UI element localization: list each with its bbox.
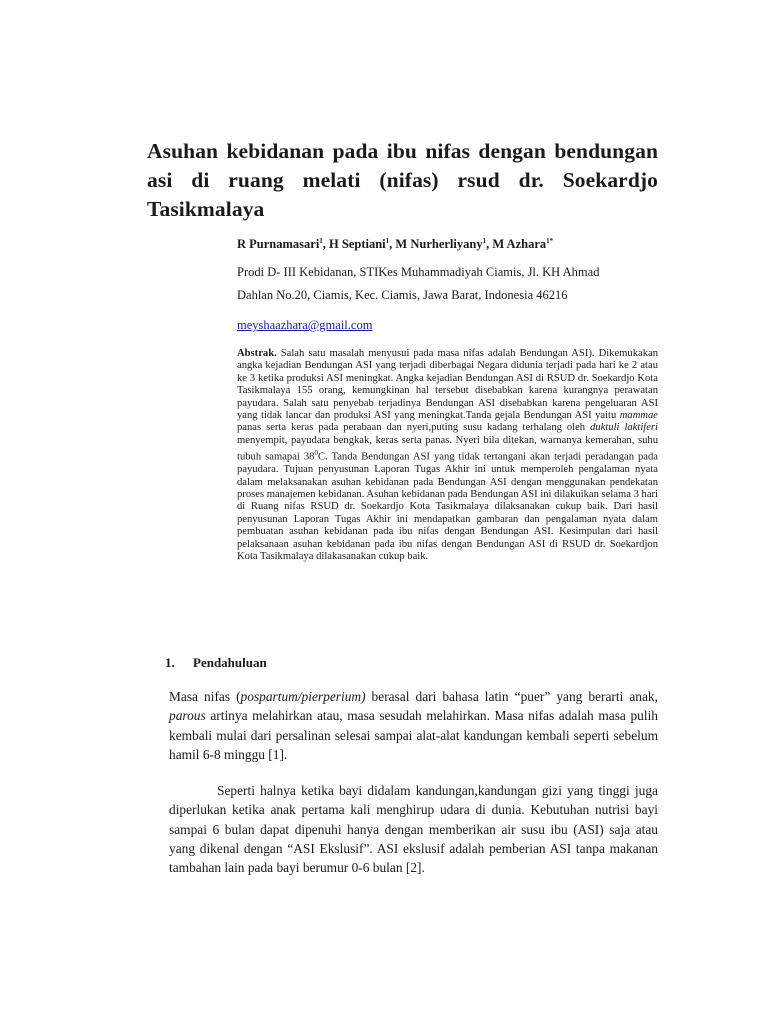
abstract-label: Abstrak. xyxy=(237,348,277,359)
author-3: M Nurherliyany$^1$, xyxy=(395,237,493,251)
author-2: H Septiani$^1$, xyxy=(329,237,396,251)
author-1: R Purnamasari$^1$, xyxy=(237,237,330,251)
author-email-link[interactable]: meyshaazhara@gmail.com xyxy=(237,318,373,332)
paper-title: Asuhan kebidanan pada ibu nifas dengan bendungan asi di ruang melati (nifas) rsud dr. Soekardjo Tasikmalaya xyxy=(147,139,658,221)
affiliation-line-1: Prodi D- III Kebidanan, STIKes Muhammadiyah Ciamis, Jl. KH Ahmad xyxy=(237,265,600,279)
affiliation-line-2: Dahlan No.20, Ciamis, Kec. Ciamis, Jawa Barat, Indonesia 46216 xyxy=(237,288,568,302)
body-paragraph-2: Seperti halnya ketika bayi didalam kandungan,kandungan gizi yang tinggi juga diperlukan ketika anak pertama kali menghirup udara di dunia. Kebutuhan nutrisi bayi sampai 6 bulan dapat dipenuhi hanya dengan memberikan air susu ibu (ASI) saja atau yang dikenal dengan “ASI Ekslusif”. ASI ekslusif adalah pemberian ASI tanpa makanan tambahan lain pada bayi berumur 0-6 bulan [2]. xyxy=(169,783,658,876)
body-paragraph-1: Masa nifas (pospartum/pierperium) berasal dari bahasa latin “puer” yang berarti anak, parous artinya melahirkan atau, masa sesudah melahirkan. Masa nifas adalah masa pulih kembali mulai dari persalinan selesai sampai alat-alat kandungan kembali seperti sebelum hamil 6-8 minggu [1]. xyxy=(169,689,658,763)
author-4: M Azhara$^{1*}$ xyxy=(492,237,554,251)
affiliation xyxy=(237,261,657,307)
abstract: Abstrak. Salah satu masalah menyusui pada masa nifas adalah Bendungan ASI). Dikemukakan angka kejadian Bendungan ASI yang terjadi diberbagai Negara didunia terjadi pada hari ke 2 atau ke 3 ketika produksi ASI meningkat. Angka kejadian Bendungan ASI di RSUD dr. Soekardjo Kota Tasikmalaya 155 orang, kemungkinan hal tersebut disebabkan karena kurangnya perawatan payudara. Salah satu penyebab terjadinya Bendungan ASI disebabkan karena pengeluaran ASI yang tidak lancar dan produksi ASI yang meningkat.Tanda gejala Bendungan ASI yaitu mammae panas serta keras pada perabaan dan nyeri,puting susu kadang terhalang oleh duktuli laktiferi menyempit, payudara bengkak, keras serta panas. Nyeri bila ditekan, warnanya kemerahan, suhu tubuh samapai $38^0C$. Tanda Bendungan ASI yang tidak tertangani akan terjadi peradangan pada payudara. Tujuan penyusunan Laporan Tugas Akhir ini untuk memperoleh pengalaman nyata dalam melaksanakan asuhan kebidanan pada Bendungan ASI dengan menggunakan pendekatan proses manajemen kebidanan. Asuhan kebidanan pada Bendungan ASI ini dilakuikan selama 3 hari di Ruang nifas RSUD dr. Soekardjo Kota Tasikmalaya dilaksanakan cukup baik. Dari hasil penyusunan Laporan Tugas Akhir ini mendapatkan gambaran dan pengalaman nyata dalam pembuatan asuhan kebidanan pada ibu nifas dengan Bendungan ASI. Kesimpulan dari hasil pelaksanaan asuhan kebidanan pada ibu nifas dengan Bendungan ASI di RSUD dr. Soekardjon Kota Tasikmalaya dilakasanakan cukup baik. xyxy=(237,348,658,563)
author-list xyxy=(237,233,657,252)
section-heading-pendahuluan xyxy=(165,655,267,671)
section-number: 1. xyxy=(165,655,175,670)
section-title: Pendahuluan xyxy=(193,655,267,670)
